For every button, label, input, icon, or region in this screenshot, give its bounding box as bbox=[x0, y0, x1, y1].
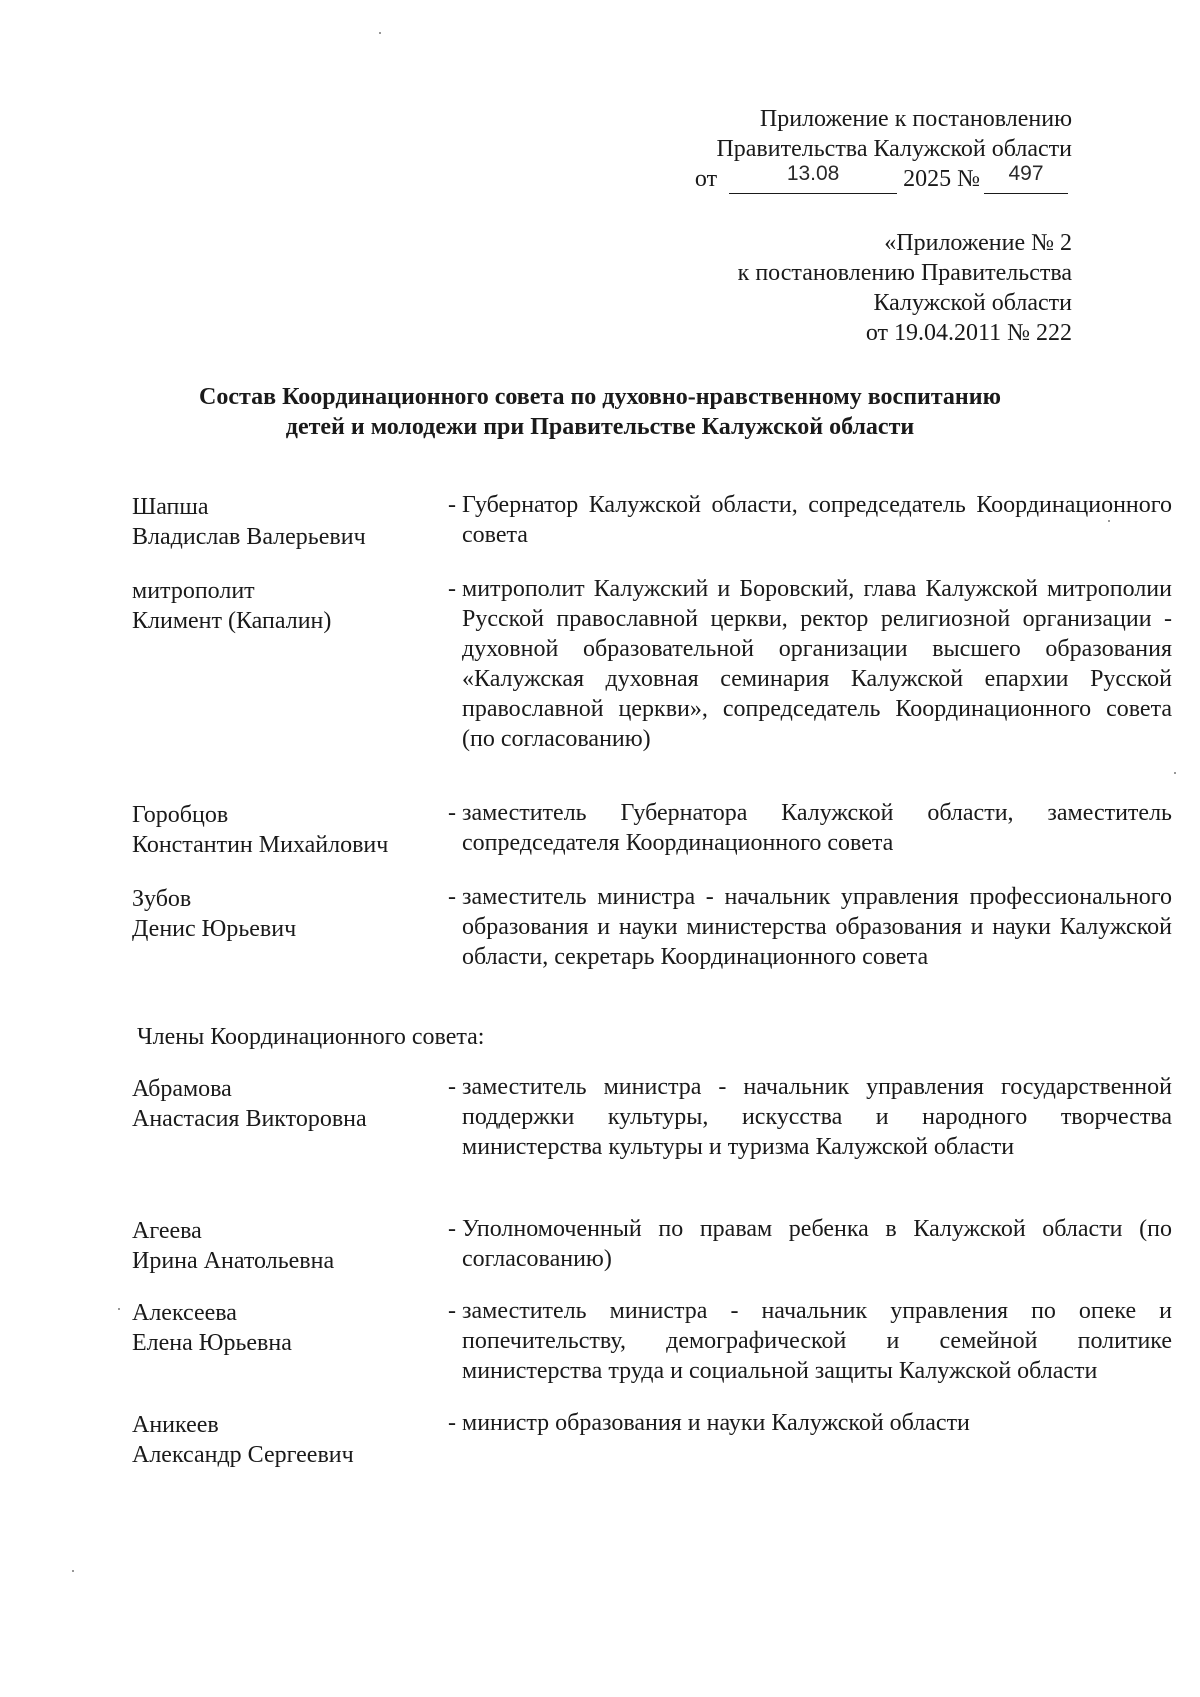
person-given-names: Елена Юрьевна bbox=[132, 1330, 292, 1356]
appendix-header-line2: Правительства Калужской области bbox=[716, 136, 1072, 162]
prior-appendix-line2: к постановлению Правительства bbox=[737, 260, 1072, 286]
entry-dash: - bbox=[448, 576, 456, 602]
council-member-entry bbox=[132, 1072, 1172, 1162]
entry-dash: - bbox=[448, 1074, 456, 1100]
person-given-names: Константин Михайлович bbox=[132, 832, 389, 858]
year-and-number-label: 2025 № bbox=[903, 166, 980, 192]
number-blank bbox=[984, 162, 1068, 194]
prior-appendix-reference bbox=[738, 228, 1072, 348]
prior-appendix-line3: Калужской области bbox=[873, 290, 1072, 316]
date-blank bbox=[729, 162, 897, 194]
prior-appendix-line1: «Приложение № 2 bbox=[884, 230, 1072, 256]
council-entry bbox=[132, 574, 1172, 754]
person-surname: Алексеева bbox=[132, 1300, 237, 1326]
person-name bbox=[132, 798, 442, 860]
handwritten-number: 497 bbox=[1008, 162, 1044, 185]
person-surname: Шапша bbox=[132, 494, 209, 520]
person-name bbox=[132, 882, 442, 972]
person-name bbox=[132, 1408, 442, 1470]
person-name bbox=[132, 1296, 442, 1386]
person-role: Губернатор Калужской области, сопредседатель Координационного совета bbox=[462, 492, 1172, 548]
entry-dash: - bbox=[448, 800, 456, 826]
person-name bbox=[132, 1072, 442, 1162]
scan-speck bbox=[1174, 772, 1176, 774]
person-role: заместитель Губернатора Калужской области, заместитель сопредседателя Координационного совета bbox=[462, 800, 1172, 856]
council-entry bbox=[132, 798, 1172, 860]
person-surname: Аникеев bbox=[132, 1412, 219, 1438]
council-member-entry bbox=[132, 1214, 1172, 1276]
person-given-names: Ирина Анатольевна bbox=[132, 1248, 335, 1274]
person-surname: Агеева bbox=[132, 1218, 202, 1244]
scan-speck bbox=[72, 1570, 74, 1572]
document-title bbox=[150, 382, 1050, 442]
person-role: министр образования и науки Калужской области bbox=[462, 1410, 970, 1436]
scan-speck bbox=[118, 1308, 120, 1310]
entry-dash: - bbox=[448, 1216, 456, 1242]
entry-dash: - bbox=[448, 492, 456, 518]
person-given-names: Климент (Капалин) bbox=[132, 608, 332, 634]
council-member-entry bbox=[132, 1296, 1172, 1386]
date-prefix: от bbox=[694, 166, 718, 192]
person-role: заместитель министра - начальник управления профессионального образования и науки министерства образования и науки Калужской области, секретарь Координационного совета bbox=[462, 884, 1172, 970]
council-member-entry bbox=[132, 1408, 1172, 1470]
council-entry bbox=[132, 490, 1172, 552]
handwritten-date: 13.08 bbox=[786, 162, 840, 185]
person-role: заместитель министра - начальник управления государственной поддержки культуры, искусства и народного творчества министерства культуры и туризма Калужской области bbox=[462, 1074, 1172, 1160]
appendix-date-row bbox=[695, 164, 1072, 194]
person-role: Уполномоченный по правам ребенка в Калужской области (по согласованию) bbox=[462, 1216, 1172, 1272]
prior-appendix-line4: от 19.04.2011 № 222 bbox=[865, 320, 1072, 346]
person-given-names: Владислав Валерьевич bbox=[132, 524, 366, 550]
person-surname: Зубов bbox=[132, 886, 192, 912]
entry-dash: - bbox=[448, 884, 456, 910]
person-surname: Абрамова bbox=[132, 1076, 232, 1102]
members-section-label: Члены Координационного совета: bbox=[137, 1024, 485, 1050]
person-surname: митрополит bbox=[132, 578, 255, 604]
person-given-names: Анастасия Викторовна bbox=[132, 1106, 367, 1132]
person-surname: Горобцов bbox=[132, 802, 229, 828]
person-name bbox=[132, 574, 442, 754]
council-entry bbox=[132, 882, 1172, 972]
entry-dash: - bbox=[448, 1410, 456, 1436]
person-given-names: Денис Юрьевич bbox=[132, 916, 297, 942]
entry-dash: - bbox=[448, 1298, 456, 1324]
person-role: заместитель министра - начальник управления по опеке и попечительству, демографической и семейной политике министерства труда и социальной защиты Калужской области bbox=[462, 1298, 1172, 1384]
document-title-line1: Состав Координационного совета по духовно-нравственному воспитанию bbox=[199, 384, 1001, 410]
person-name bbox=[132, 490, 442, 552]
person-role: митрополит Калужский и Боровский, глава Калужской митрополии Русской православной церкви, ректор религиозной организации - духовной образовательной организации высшего образования «Калужская духовная семинария Калужской епархии Русской православной церкви», сопредседатель Координационного совета (по согласованию) bbox=[462, 576, 1172, 752]
document-title-line2: детей и молодежи при Правительстве Калужской области bbox=[285, 414, 915, 440]
person-given-names: Александр Сергеевич bbox=[132, 1442, 354, 1468]
appendix-header-line1: Приложение к постановлению bbox=[759, 106, 1072, 132]
person-name bbox=[132, 1214, 442, 1276]
appendix-header bbox=[695, 104, 1072, 194]
scan-speck bbox=[379, 32, 381, 34]
